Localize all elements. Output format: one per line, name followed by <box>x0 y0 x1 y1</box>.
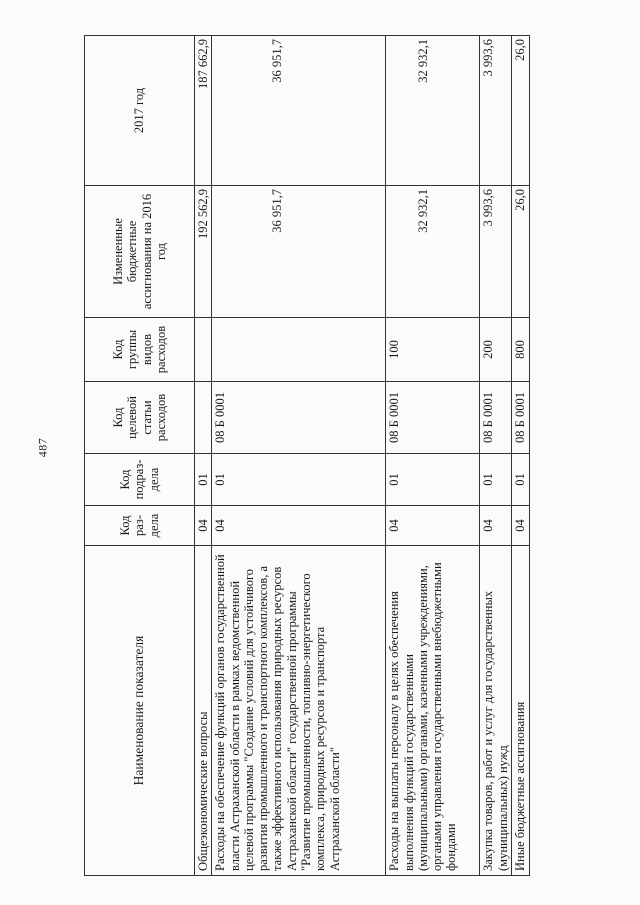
row-group: 200 <box>480 318 512 382</box>
row-name: Расходы на обеспечение функций органов государственной власти Астраханской области в рамках ведомственной целевой программы "Создание условий для устойчивого развития промышленного и транспортного комплексов, а также эффективного использования природных ресурсов Астраханской области" государственной программы "Развитие промышленности, топливно-энергетического комплекса, природных ресурсов и транспорта Астраханской области" <box>212 546 386 876</box>
rotated-table-container <box>84 36 528 876</box>
row-target: 08 Б 0001 <box>512 382 530 454</box>
row-podrazdel: 01 <box>512 454 530 506</box>
row-2017: 187 662,9 <box>195 36 212 186</box>
row-target: 08 Б 0001 <box>480 382 512 454</box>
row-podrazdel: 01 <box>195 454 212 506</box>
table-row <box>195 36 212 876</box>
row-name: Общеэкономические вопросы <box>195 546 212 876</box>
row-razdel: 04 <box>512 506 530 546</box>
table-row <box>386 36 480 876</box>
row-changed-2016: 32 932,1 <box>386 186 480 318</box>
table-row <box>512 36 530 876</box>
row-name: Расходы на выплаты персоналу в целях обеспечения выполнения функций государственными (муниципальными) органами, казенными учреждениями, органами управления государственными внебюджетными фондами <box>386 546 480 876</box>
row-group: 100 <box>386 318 480 382</box>
row-2017: 26,0 <box>512 36 530 186</box>
row-target: 08 Б 0001 <box>386 382 480 454</box>
row-2017: 32 932,1 <box>386 36 480 186</box>
row-2017: 36 951,7 <box>212 36 386 186</box>
header-changed-2016: Измененные бюджетные ассигнования на 2016 год <box>85 186 195 318</box>
row-podrazdel: 01 <box>212 454 386 506</box>
row-target <box>195 382 212 454</box>
header-target: Код целевой статьи расходов <box>85 382 195 454</box>
row-group <box>195 318 212 382</box>
header-group: Код группы видов расходов <box>85 318 195 382</box>
row-changed-2016: 36 951,7 <box>212 186 386 318</box>
budget-table <box>84 35 530 876</box>
table-row <box>480 36 512 876</box>
table-header-row <box>85 36 195 876</box>
row-razdel: 04 <box>195 506 212 546</box>
row-changed-2016: 192 562,9 <box>195 186 212 318</box>
page-number: 487 <box>35 437 50 458</box>
header-2017: 2017 год <box>85 36 195 186</box>
row-podrazdel: 01 <box>386 454 480 506</box>
row-razdel: 04 <box>212 506 386 546</box>
header-name: Наименование показателя <box>85 546 195 876</box>
row-group <box>212 318 386 382</box>
row-target: 08 Б 0001 <box>212 382 386 454</box>
row-razdel: 04 <box>480 506 512 546</box>
header-podrazdel: Код подраз-дела <box>85 454 195 506</box>
row-group: 800 <box>512 318 530 382</box>
row-name: Иные бюджетные ассигнования <box>512 546 530 876</box>
row-razdel: 04 <box>386 506 480 546</box>
header-razdel: Код раз-дела <box>85 506 195 546</box>
row-podrazdel: 01 <box>480 454 512 506</box>
row-2017: 3 993,6 <box>480 36 512 186</box>
table-row <box>212 36 386 876</box>
row-name: Закупка товаров, работ и услуг для государственных (муниципальных) нужд <box>480 546 512 876</box>
row-changed-2016: 26,0 <box>512 186 530 318</box>
row-changed-2016: 3 993,6 <box>480 186 512 318</box>
